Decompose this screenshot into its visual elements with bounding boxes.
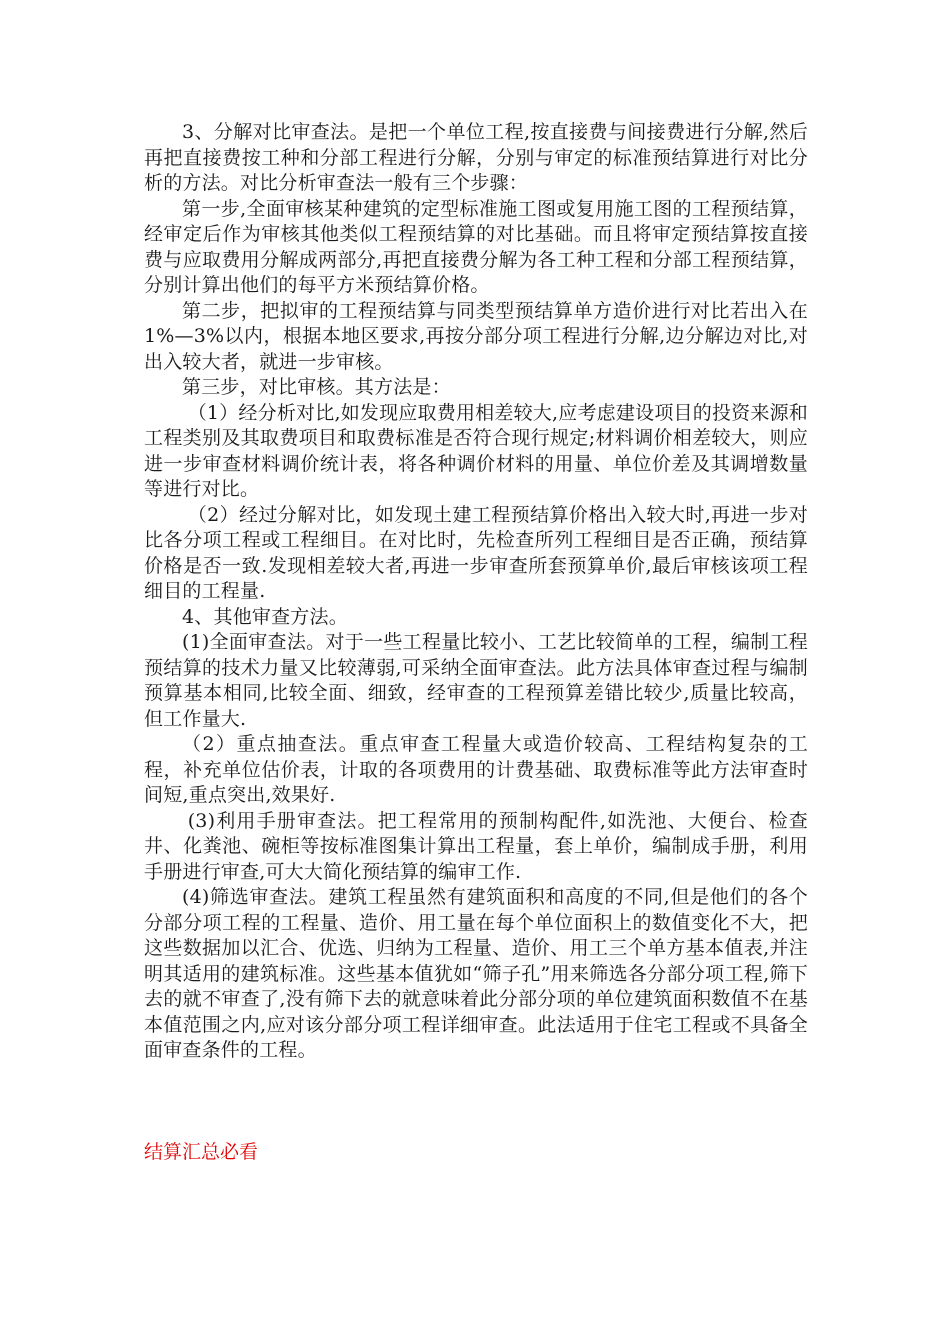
- paragraph-step-three-item-2: （2）经过分解对比，如发现土建工程预结算价格出入较大时,再进一步对比各分项工程或工程细目。在对比时，先检查所列工程细目是否正确，预结算价格是否一致.发现相差较大者,再进一步审查所套预算单价,最后审核该项工程细目的工程量.: [144, 503, 808, 602]
- document-body: [144, 120, 808, 1064]
- paragraph-full-review-method: (1)全面审查法。对于一些工程量比较小、工艺比较简单的工程，编制工程预结算的技术力量又比较薄弱,可采纳全面审查法。此方法具体审查过程与编制预算基本相同,比较全面、细致，经审查的工程预算差错比较少,质量比较高，但工作量大.: [144, 631, 808, 730]
- paragraph-step-two: 第二步，把拟审的工程预结算与同类型预结算单方造价进行对比若出入在1%—3%以内，根据本地区要求,再按分部分项工程进行分解,边分解边对比,对出入较大者，就进一步审核。: [144, 299, 808, 373]
- paragraph-step-three-item-1: （1）经分析对比,如发现应取费用相差较大,应考虑建设项目的投资来源和工程类别及其取费项目和取费标准是否符合现行规定;材料调价相差较大，则应进一步审查材料调价统计表，将各种调价材料的用量、单位价差及其调增数量等进行对比。: [144, 401, 808, 500]
- footer-note-red: 结算汇总必看: [144, 1141, 259, 1163]
- paragraph-key-sampling-method: （2）重点抽查法。重点审查工程量大或造价较高、工程结构复杂的工程，补充单位估价表，计取的各项费用的计费基础、取费标准等此方法审查时间短,重点突出,效果好.: [144, 733, 808, 806]
- paragraph-step-three: 第三步，对比审核。其方法是：: [182, 376, 451, 398]
- paragraph-handbook-method: (3)利用手册审查法。把工程常用的预制构配件,如洗池、大便台、检查井、化粪池、碗柜等按标准图集计算出工程量，套上单价，编制成手册，利用手册进行审查,可大大简化预结算的编审工作.: [144, 809, 808, 883]
- paragraph-screening-method: (4)筛选审查法。建筑工程虽然有建筑面积和高度的不同,但是他们的各个分部分项工程的工程量、造价、用工量在每个单位面积上的数值变化不大，把这些数据加以汇合、优选、归纳为工程量、造价、用工三个单方基本值表,并注明其适用的建筑标准。这些基本值犹如“筛子孔”用来筛选各分部分项工程,筛下去的就不审查了,没有筛下去的就意味着此分部分项的单位建筑面积数值不在基本值范围之内,应对该分部分项工程详细审查。此法适用于住宅工程或不具备全面审查条件的工程。: [144, 886, 808, 1061]
- paragraph-decomposition-method: 3、分解对比审查法。是把一个单位工程,按直接费与间接费进行分解,然后再把直接费按工种和分部工程进行分解，分别与审定的标准预结算进行对比分析的方法。对比分析审查法一般有三个步骤：: [144, 121, 808, 194]
- paragraph-step-one: 第一步,全面审核某种建筑的定型标准施工图或复用施工图的工程预结算，经审定后作为审核其他类似工程预结算的对比基础。而且将审定预结算按直接费与应取费用分解成两部分,再把直接费分解为各工种工程和分部工程预结算，分别计算出他们的每平方米预结算价格。: [144, 197, 808, 296]
- paragraph-other-methods-heading: 4、其他审查方法。: [182, 605, 348, 628]
